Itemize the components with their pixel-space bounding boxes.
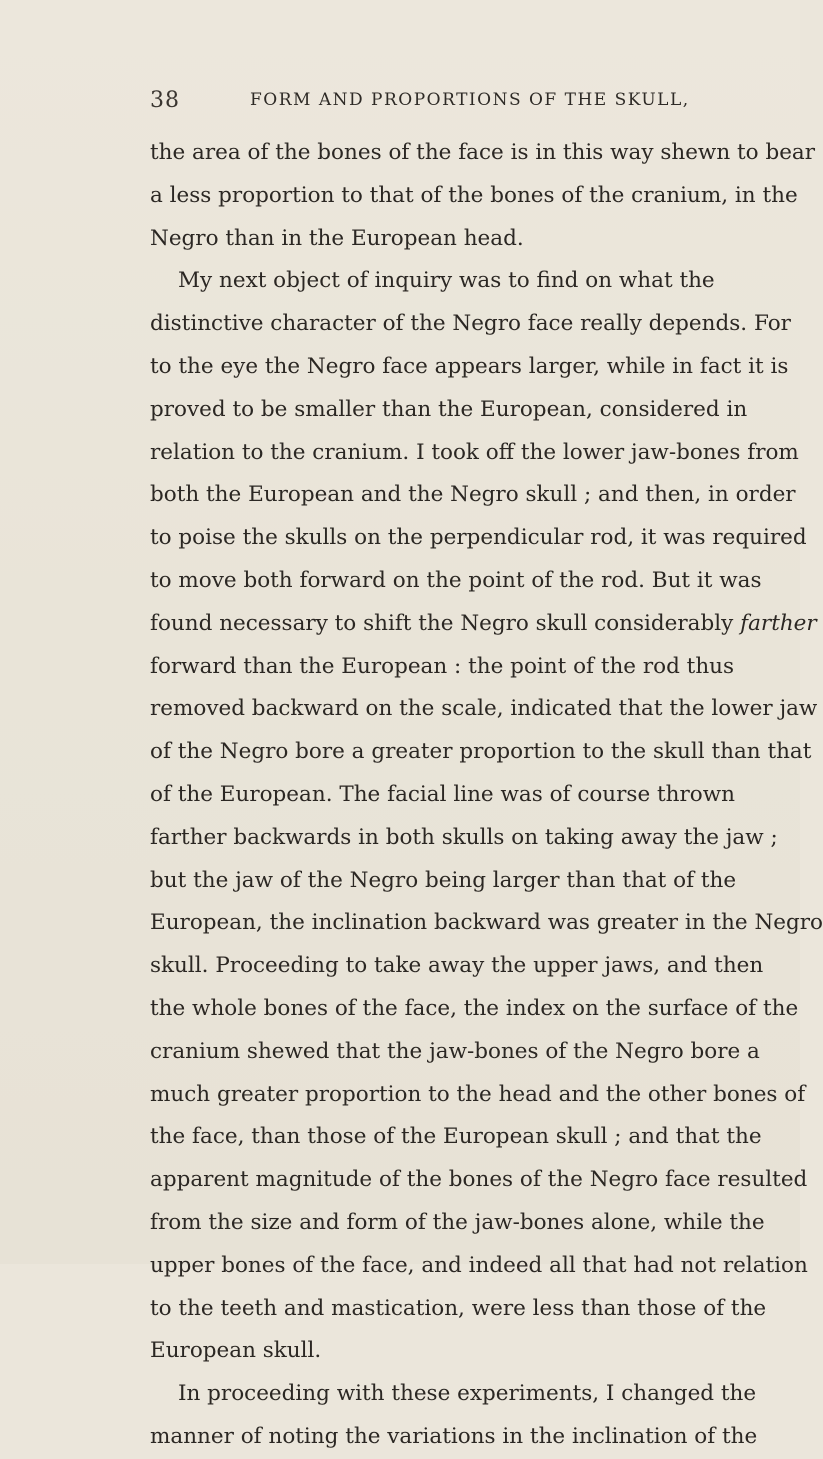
running-head-title: FORM AND PROPORTIONS OF THE SKULL, — [250, 90, 690, 110]
text-segment: found necessary to shift the Negro skull considerably — [150, 610, 734, 636]
italic-word: farther — [740, 610, 817, 636]
text-line: upper bones of the face, and indeed all that had not relation — [150, 1252, 808, 1278]
text-line: much greater proportion to the head and the other bones of — [150, 1081, 806, 1107]
text-line: manner of noting the variations in the inclination of the — [150, 1423, 758, 1449]
text-line: skull. Proceeding to take away the upper jaws, and then — [150, 953, 764, 979]
paragraph-start-line: In proceeding with these experiments, I changed the — [178, 1381, 757, 1407]
text-line-with-italic — [150, 603, 817, 646]
text-line: forward than the European : the point of the rod thus — [150, 653, 735, 679]
text-line: to move both forward on the point of the rod. But it was — [150, 567, 762, 593]
text-line: European, the inclination backward was greater in the Negro — [150, 910, 823, 936]
text-line: the whole bones of the face, the index on the surface of the — [150, 995, 799, 1021]
text-line: Negro than in the European head. — [150, 225, 524, 251]
text-line: to poise the skulls on the perpendicular rod, it was required — [150, 525, 807, 551]
text-line: European skull. — [150, 1338, 322, 1364]
text-line: from the size and form of the jaw-bones alone, while the — [150, 1209, 765, 1235]
text-line: to the eye the Negro face appears larger, while in fact it is — [150, 353, 789, 379]
text-line: farther backwards in both skulls on taking away the jaw ; — [150, 824, 778, 850]
text-line: proved to be smaller than the European, considered in — [150, 396, 748, 422]
text-line: but the jaw of the Negro being larger than that of the — [150, 867, 737, 893]
text-line: the face, than those of the European skull ; and that the — [150, 1124, 762, 1150]
text-line: cranium shewed that the jaw-bones of the Negro bore a — [150, 1038, 760, 1064]
page-number: 38 — [150, 88, 180, 113]
text-line: of the Negro bore a greater proportion to the skull than that — [150, 739, 812, 765]
text-line: relation to the cranium. I took off the lower jaw-bones from — [150, 439, 799, 465]
text-line: a less proportion to that of the bones of the cranium, in the — [150, 182, 798, 208]
text-line: of the European. The facial line was of course thrown — [150, 781, 735, 807]
paragraph-start-line: My next object of inquiry was to find on what the — [178, 268, 715, 294]
text-line: distinctive character of the Negro face really depends. For — [150, 311, 791, 337]
body-text — [150, 132, 823, 1459]
text-line: the area of the bones of the face is in this way shewn to bear — [150, 140, 816, 165]
running-head — [150, 88, 710, 118]
text-line: apparent magnitude of the bones of the Negro face resulted — [150, 1167, 808, 1193]
text-line: to the teeth and mastication, were less than those of the — [150, 1295, 767, 1321]
text-line: both the European and the Negro skull ; and then, in order — [150, 482, 796, 508]
text-line: removed backward on the scale, indicated that the lower jaw — [150, 696, 818, 722]
